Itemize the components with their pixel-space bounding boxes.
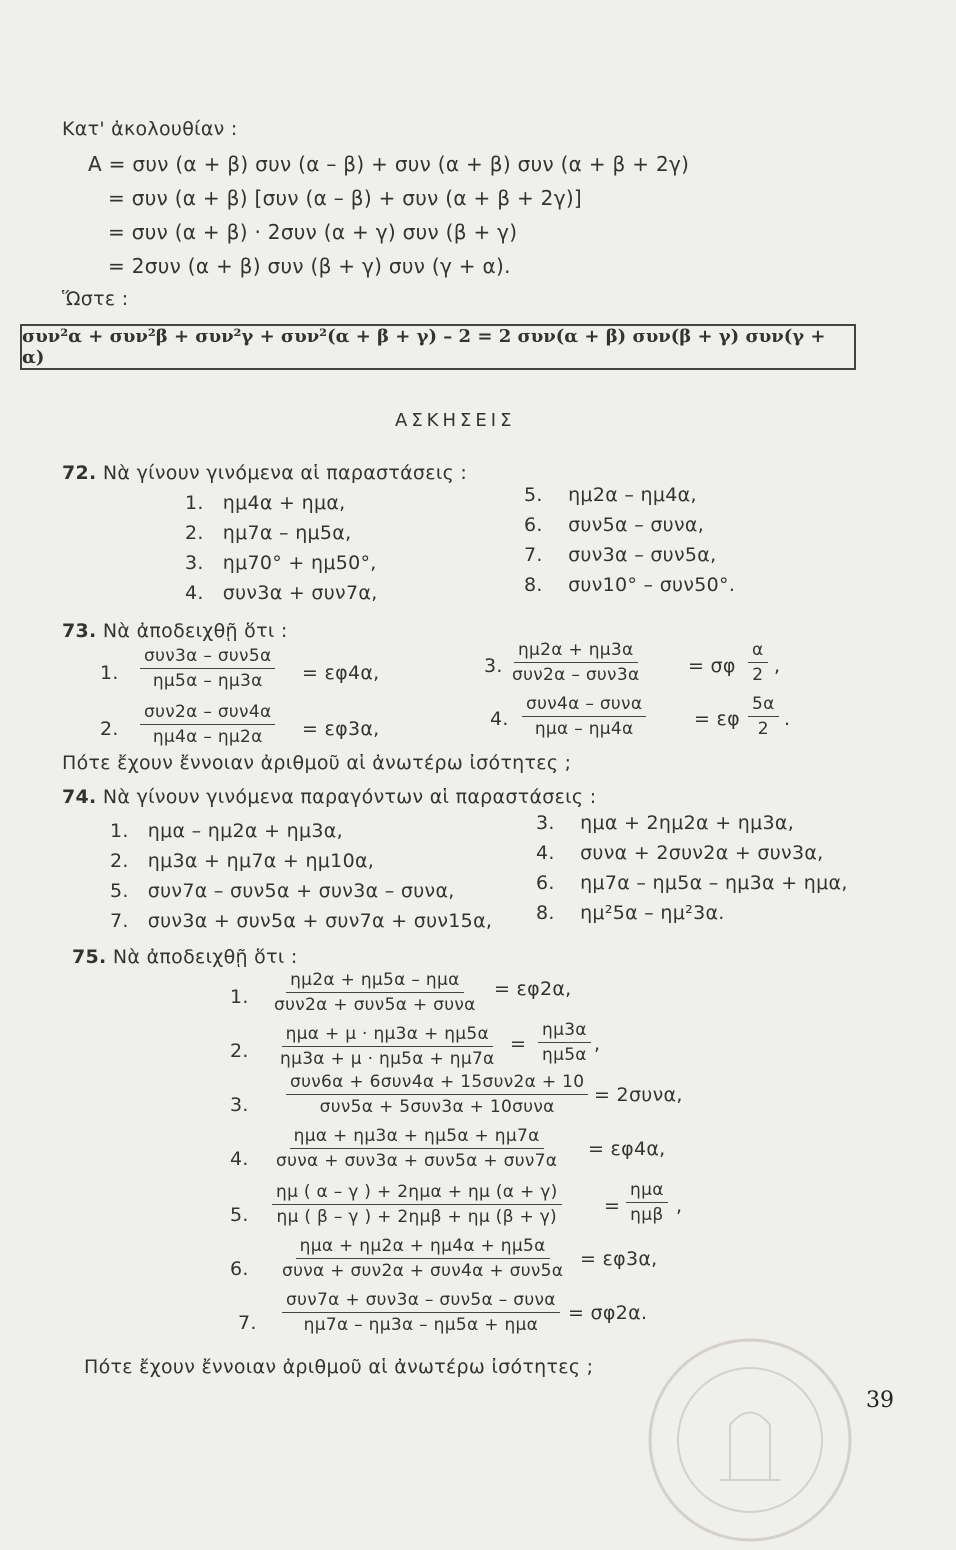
item-number: 8.: [536, 902, 555, 924]
exercise-prompt: Νὰ ἀποδειχθῇ ὅτι :: [112, 946, 298, 968]
fraction-numerator: ημα: [626, 1180, 668, 1203]
punctuation: ,: [676, 1195, 683, 1217]
fraction-numerator: ημα + ημ3α + ημ5α + ημ7α: [290, 1126, 544, 1149]
ex74-item: [110, 820, 343, 842]
item-expression: ημ3α + ημ7α + ημ10α,: [147, 850, 375, 872]
item-expression: ημ7α – ημ5α – ημ3α + ημα,: [580, 872, 848, 894]
item-number: 4.: [185, 582, 204, 604]
punctuation: .: [784, 708, 791, 730]
item-number: 5.: [524, 484, 543, 506]
fraction-numerator: συν6α + 6συν4α + 15συν2α + 10: [286, 1072, 588, 1095]
exercise-number: 72.: [62, 462, 97, 484]
item-number: 6.: [230, 1258, 249, 1280]
exercise-number: 74.: [62, 786, 97, 808]
item-number: 2.: [100, 718, 119, 740]
item-number: 2.: [110, 850, 129, 872]
item-number: 1.: [110, 820, 129, 842]
ex72-item: [185, 522, 351, 544]
ex74-item: [536, 842, 824, 864]
item-expression: συν7α – συν5α + συν3α – συνα,: [147, 880, 455, 902]
item-expression: ημα – ημ2α + ημ3α,: [147, 820, 343, 842]
fraction-denominator: ημ ( β – γ ) + 2ημβ + ημ (β + γ): [276, 1207, 557, 1227]
item-expression: ημ4α + ημα,: [222, 492, 346, 514]
intro-text: Κατ' ἀκολουθίαν :: [62, 118, 238, 140]
derivation-line-3: = συν (α + β) · 2συν (α + γ) συν (β + γ): [108, 220, 518, 244]
exercise-number: 73.: [62, 620, 97, 642]
fraction-denominator: συνα + συν2α + συν4α + συν5α: [282, 1261, 564, 1281]
fraction-denominator: συν5α + 5συν3α + 10συνα: [319, 1097, 555, 1117]
fraction-numerator: 5α: [748, 694, 779, 717]
item-expression: συν3α – συν5α,: [568, 544, 717, 566]
ex72-item: [524, 514, 704, 536]
fraction-numerator: ημα + ημ2α + ημ4α + ημ5α: [296, 1236, 550, 1259]
item-number: 2.: [230, 1040, 249, 1062]
ex72-item: [185, 582, 378, 604]
fraction-numerator: ημα + μ · ημ3α + ημ5α: [282, 1024, 493, 1047]
exercise-prompt: Νὰ γίνουν γινόμενα αἱ παραστάσεις :: [102, 462, 468, 484]
fraction-numerator: συν4α – συνα: [522, 694, 646, 717]
item-number: 5.: [110, 880, 129, 902]
fraction-denominator: ημ3α + μ · ημ5α + ημ7α: [280, 1049, 495, 1069]
fraction-numerator: συν7α + συν3α – συν5α – συνα: [282, 1290, 560, 1313]
fraction: [140, 702, 275, 747]
derivation-line-4: = 2συν (α + β) συν (β + γ) συν (γ + α).: [108, 254, 511, 278]
conclusion-label: Ὥστε :: [62, 288, 129, 310]
fraction: [286, 1072, 588, 1117]
fraction-numerator: ημ2α + ημ3α: [514, 640, 638, 663]
fraction: [282, 1290, 560, 1335]
item-expression: ημ70° + ημ50°,: [222, 552, 377, 574]
boxed-identity: [20, 324, 856, 370]
small-fraction: [538, 1020, 591, 1065]
equation-rhs: = σφ: [688, 655, 736, 677]
ex72-item: [524, 574, 735, 596]
small-fraction: [748, 640, 768, 685]
item-number: 2.: [185, 522, 204, 544]
fraction-denominator: 2: [752, 665, 764, 685]
ex72-item: [524, 544, 716, 566]
equation-rhs: = εφ2α,: [494, 978, 572, 1000]
equation-rhs: = εφ4α,: [588, 1138, 666, 1160]
exercise-74-header: [62, 786, 596, 808]
equation-rhs: = εφ3α,: [580, 1248, 658, 1270]
ex74-item: [536, 812, 794, 834]
fraction: [276, 1024, 499, 1069]
item-number: 4.: [230, 1148, 249, 1170]
derivation-line-2: = συν (α + β) [συν (α – β) + συν (α + β + 2γ)]: [108, 186, 583, 210]
item-number: 7.: [238, 1312, 257, 1334]
exercise-prompt: Νὰ γίνουν γινόμενα παραγόντων αἱ παραστάσεις :: [102, 786, 597, 808]
small-fraction: [748, 694, 779, 739]
fraction-denominator: συν2α – συν3α: [512, 665, 640, 685]
fraction-numerator: α: [748, 640, 768, 663]
ex74-item: [110, 850, 374, 872]
item-number: 1.: [100, 662, 119, 684]
item-number: 4.: [536, 842, 555, 864]
boxed-identity-text: συν²α + συν²β + συν²γ + συν²(α + β + γ) – 2 = 2 συν(α + β) συν(β + γ) συν(γ + α): [22, 326, 826, 368]
exercise-prompt: Νὰ ἀποδειχθῇ ὅτι :: [102, 620, 288, 642]
ex74-item: [110, 910, 492, 932]
item-number: 3.: [484, 655, 503, 677]
punctuation: ,: [774, 655, 781, 677]
equation-rhs: = εφ3α,: [302, 718, 380, 740]
section-heading: ΑΣΚΗΣΕΙΣ: [395, 410, 516, 431]
fraction: [270, 970, 480, 1015]
fraction-denominator: συνα + συν3α + συν5α + συν7α: [276, 1151, 558, 1171]
equation-rhs: = εφ4α,: [302, 662, 380, 684]
equation-rhs: =: [604, 1195, 621, 1217]
item-number: 3.: [230, 1094, 249, 1116]
fraction-denominator: ημ7α – ημ3α – ημ5α + ημα: [303, 1315, 539, 1335]
item-expression: συνα + 2συν2α + συν3α,: [580, 842, 824, 864]
fraction-numerator: συν2α – συν4α: [140, 702, 275, 725]
fraction-numerator: ημ3α: [538, 1020, 591, 1043]
item-number: 5.: [230, 1204, 249, 1226]
fraction-denominator: 2: [757, 719, 769, 739]
item-expression: ημ7α – ημ5α,: [222, 522, 352, 544]
item-expression: ημ2α – ημ4α,: [568, 484, 697, 506]
equation-rhs: =: [510, 1033, 527, 1055]
item-number: 3.: [536, 812, 555, 834]
item-number: 3.: [185, 552, 204, 574]
fraction-denominator: ημα – ημ4α: [534, 719, 634, 739]
page-number: 39: [866, 1388, 894, 1413]
exercise-number: 75.: [72, 946, 107, 968]
library-stamp-icon: [640, 1330, 860, 1550]
equation-rhs: = 2συνα,: [594, 1084, 683, 1106]
fraction-numerator: ημ ( α – γ ) + 2ημα + ημ (α + γ): [272, 1182, 562, 1205]
item-number: 4.: [490, 708, 509, 730]
ex74-item: [536, 872, 848, 894]
equation-rhs: = εφ: [694, 708, 740, 730]
exercise-73-header: [62, 620, 288, 642]
exercise-question: Πότε ἔχουν ἔννοιαν ἀριθμοῦ αἱ ἀνωτέρω ἰσότητες ;: [84, 1356, 594, 1378]
item-number: 7.: [524, 544, 543, 566]
fraction: [272, 1182, 562, 1227]
fraction-denominator: συν2α + συν5α + συνα: [274, 995, 476, 1015]
item-expression: συν5α – συνα,: [568, 514, 705, 536]
fraction: [272, 1126, 561, 1171]
fraction: [278, 1236, 567, 1281]
fraction: [508, 640, 643, 685]
fraction-numerator: ημ2α + ημ5α – ημα: [286, 970, 463, 993]
exercise-72-header: [62, 462, 467, 484]
fraction-denominator: ημ5α – ημ3α: [152, 671, 263, 691]
fraction-denominator: ημ5α: [542, 1045, 587, 1065]
item-number: 1.: [230, 986, 249, 1008]
ex72-item: [524, 484, 697, 506]
ex72-item: [185, 492, 346, 514]
ex72-item: [185, 552, 377, 574]
small-fraction: [626, 1180, 668, 1225]
item-expression: ημα + 2ημ2α + ημ3α,: [580, 812, 795, 834]
fraction: [140, 646, 275, 691]
punctuation: ,: [594, 1033, 601, 1055]
item-number: 1.: [185, 492, 204, 514]
item-number: 7.: [110, 910, 129, 932]
item-expression: ημ²5α – ημ²3α.: [580, 902, 725, 924]
fraction-denominator: ημ4α – ημ2α: [152, 727, 263, 747]
exercise-75-header: [72, 946, 298, 968]
item-number: 6.: [524, 514, 543, 536]
fraction: [522, 694, 646, 739]
fraction-denominator: ημβ: [630, 1205, 664, 1225]
fraction-numerator: συν3α – συν5α: [140, 646, 275, 669]
ex74-item: [536, 902, 725, 924]
item-expression: συν3α + συν5α + συν7α + συν15α,: [147, 910, 493, 932]
ex74-item: [110, 880, 455, 902]
item-number: 6.: [536, 872, 555, 894]
derivation-line-1: A = συν (α + β) συν (α – β) + συν (α + β) συν (α + β + 2γ): [88, 152, 690, 176]
exercise-question: Πότε ἔχουν ἔννοιαν ἀριθμοῦ αἱ ἀνωτέρω ἰσότητες ;: [62, 752, 572, 774]
item-expression: συν10° – συν50°.: [568, 574, 736, 596]
equation-rhs: = σφ2α.: [568, 1302, 648, 1324]
item-number: 8.: [524, 574, 543, 596]
item-expression: συν3α + συν7α,: [222, 582, 378, 604]
